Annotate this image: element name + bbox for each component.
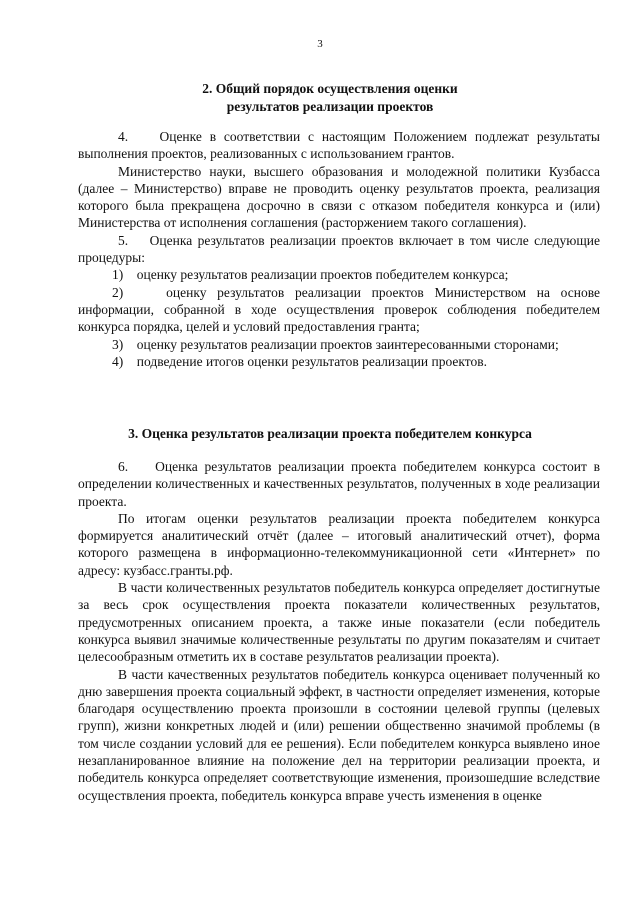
- paragraph-ministry-right: Министерство науки, высшего образования и молодежной политики Кузбасса (далее – Министерство) вправе не проводить оценку результатов проекта, реализация которого была прекращена досрочно в связи с отказом победителя конкурса и (или) Министерства от исполнения соглашения (расторжением такого соглашения).: [78, 163, 600, 231]
- list-item-3: 3) оценку результатов реализации проектов заинтересованными сторонами;: [112, 336, 559, 352]
- section-2-heading: [60, 80, 600, 116]
- list-item-4: 4) подведение итогов оценки результатов реализации проектов.: [112, 353, 487, 369]
- section-3-body: [78, 458, 600, 804]
- paragraph-quantitative-results: В части количественных результатов победитель конкурса определяет достигнутые за весь срок осуществления проекта показатели количественных результатов, предусмотренных описанием проекта, а также иные показатели (если победитель конкурса выявил значимые количественные результаты по другим показателям и считает целесообразным отметить их в составе результатов реализации проекта).: [78, 580, 600, 665]
- section-2-body: [78, 128, 600, 370]
- paragraph-6: 6. Оценка результатов реализации проекта победителем конкурса состоит в определении количественных и качественных результатов, полученных в ходе реализации проекта.: [78, 459, 600, 509]
- section-2-heading-line-1: 2. Общий порядок осуществления оценки: [202, 81, 458, 96]
- paragraph-5: 5. Оценка результатов реализации проектов включает в том числе следующие процедуры:: [78, 232, 600, 266]
- paragraph-analytical-report: По итогам оценки результатов реализации проекта победителем конкурса формируется аналитический отчёт (далее – итоговый аналитический отчет), форма которого размещена в информационно-телекоммуникационной сети «Интернет» по адресу: кузбасс.гранты.рф.: [78, 510, 600, 578]
- section-2-heading-line-2: результатов реализации проектов: [226, 99, 434, 114]
- section-3-heading: 3. Оценка результатов реализации проекта победителем конкурса: [128, 426, 532, 441]
- paragraph-4: 4. Оценке в соответствии с настоящим Положением подлежат результаты выполнения проектов, реализованных с использованием грантов.: [78, 129, 600, 162]
- page-number: 3: [317, 38, 323, 50]
- list-item-1: 1) оценку результатов реализации проектов победителем конкурса;: [112, 267, 509, 283]
- list-item-2: 2) оценку результатов реализации проектов Министерством на основе информации, собранной в ходе осуществления проверок соблюдения победителем конкурса порядка, целей и условий предоставления гранта;: [78, 284, 600, 335]
- paragraph-qualitative-results: В части качественных результатов победитель конкурса оценивает полученный ко дню завершения проекта социальный эффект, в частности определяет изменения, которые благодаря осуществлению проекта произошли в состоянии целевой группы (целевых групп), жизни конкретных людей и (или) решении общественно значимой проблемы (в том числе создании условий для ее решения). Если победителем конкурса выявлено иное незапланированное влияние на положение дел на территории реализации проекта, и победитель конкурса определяет соответствующие изменения, произошедшие вследствие осуществления проекта, победитель конкурса вправе учесть изменения в оценке: [78, 666, 600, 803]
